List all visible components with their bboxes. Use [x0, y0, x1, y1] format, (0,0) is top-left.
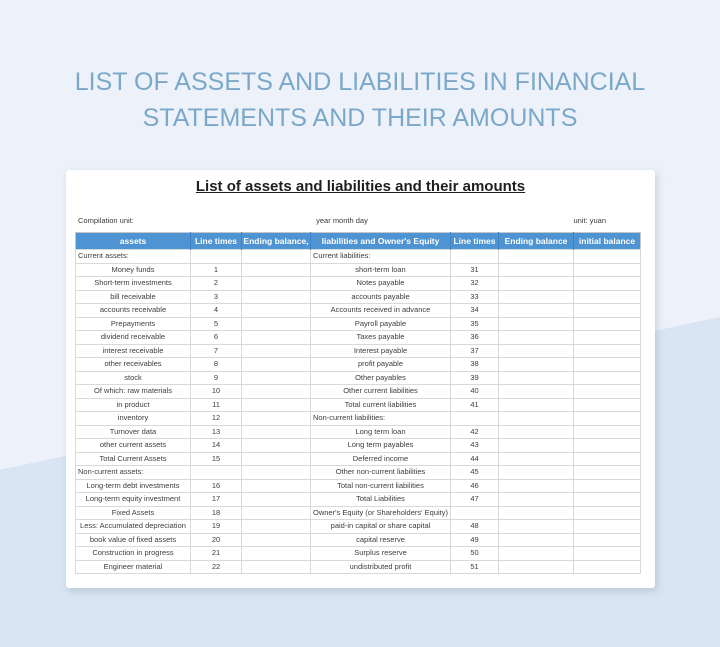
table-row [76, 520, 641, 534]
initial-balance-cell[interactable] [574, 439, 641, 453]
liability-ending-balance-cell[interactable] [499, 263, 574, 277]
initial-balance-cell[interactable] [574, 493, 641, 507]
column-header-line-times-liab: Line times [451, 233, 499, 250]
liability-label-cell[interactable]: profit payable [311, 358, 451, 372]
asset-line-number-cell[interactable]: 10 [191, 385, 242, 399]
liability-label-cell[interactable]: Surplus reserve [311, 547, 451, 561]
table-row [76, 250, 641, 264]
asset-label-cell[interactable]: accounts receivable [76, 304, 191, 318]
liability-label-cell[interactable]: Non-current liabilities: [311, 412, 451, 426]
asset-line-number-cell[interactable]: 14 [191, 439, 242, 453]
initial-balance-cell[interactable] [574, 412, 641, 426]
asset-ending-balance-cell[interactable] [242, 398, 311, 412]
asset-ending-balance-cell[interactable] [242, 344, 311, 358]
liability-line-number-cell[interactable]: 38 [451, 358, 499, 372]
asset-label-cell[interactable]: Engineer material [76, 560, 191, 574]
liability-label-cell[interactable]: Long term payables [311, 439, 451, 453]
liability-ending-balance-cell[interactable] [499, 493, 574, 507]
liability-ending-balance-cell[interactable] [499, 385, 574, 399]
asset-ending-balance-cell[interactable] [242, 533, 311, 547]
page-title: LIST OF ASSETS AND LIABILITIES IN FINANCIAL STATEMENTS AND THEIR AMOUNTS [74, 68, 646, 132]
asset-ending-balance-cell[interactable] [242, 358, 311, 372]
asset-line-number-cell[interactable] [191, 250, 242, 264]
liability-line-number-cell[interactable]: 46 [451, 479, 499, 493]
asset-ending-balance-cell[interactable] [242, 385, 311, 399]
asset-line-number-cell[interactable]: 19 [191, 520, 242, 534]
liability-label-cell[interactable]: Total non-current liabilities [311, 479, 451, 493]
asset-label-cell[interactable]: other current assets [76, 439, 191, 453]
table-row [76, 425, 641, 439]
table-row [76, 466, 641, 480]
asset-ending-balance-cell[interactable] [242, 317, 311, 331]
asset-ending-balance-cell[interactable] [242, 560, 311, 574]
column-header-ending-balance-assets: Ending balance, [242, 233, 311, 250]
table-row [76, 263, 641, 277]
asset-label-cell[interactable]: Current assets: [76, 250, 191, 264]
liability-line-number-cell[interactable]: 40 [451, 385, 499, 399]
table-row [76, 412, 641, 426]
liability-line-number-cell[interactable]: 39 [451, 371, 499, 385]
table-row [76, 452, 641, 466]
liability-line-number-cell[interactable]: 36 [451, 331, 499, 345]
balance-sheet-table [75, 232, 641, 574]
asset-line-number-cell[interactable]: 15 [191, 452, 242, 466]
initial-balance-cell[interactable] [574, 398, 641, 412]
table-row [76, 331, 641, 345]
liability-label-cell[interactable]: Accounts received in advance [311, 304, 451, 318]
table-row [76, 479, 641, 493]
initial-balance-cell[interactable] [574, 250, 641, 264]
liability-line-number-cell[interactable]: 42 [451, 425, 499, 439]
liability-ending-balance-cell[interactable] [499, 452, 574, 466]
asset-ending-balance-cell[interactable] [242, 412, 311, 426]
asset-label-cell[interactable]: stock [76, 371, 191, 385]
liability-ending-balance-cell[interactable] [499, 506, 574, 520]
asset-ending-balance-cell[interactable] [242, 466, 311, 480]
liability-label-cell[interactable]: Long term loan [311, 425, 451, 439]
asset-label-cell[interactable]: Long-term debt investments [76, 479, 191, 493]
asset-line-number-cell[interactable]: 12 [191, 412, 242, 426]
initial-balance-cell[interactable] [574, 358, 641, 372]
table-row [76, 533, 641, 547]
table-row [76, 344, 641, 358]
date-label: year month day [316, 216, 368, 225]
liability-ending-balance-cell[interactable] [499, 277, 574, 291]
asset-label-cell[interactable]: Less: Accumulated depreciation [76, 520, 191, 534]
liability-line-number-cell[interactable]: 31 [451, 263, 499, 277]
table-row [76, 398, 641, 412]
liability-label-cell[interactable]: paid-in capital or share capital [311, 520, 451, 534]
asset-label-cell[interactable]: Money funds [76, 263, 191, 277]
initial-balance-cell[interactable] [574, 277, 641, 291]
unit-label: unit: yuan [573, 216, 606, 225]
liability-ending-balance-cell[interactable] [499, 520, 574, 534]
liability-label-cell[interactable]: Other current liabilities [311, 385, 451, 399]
liability-ending-balance-cell[interactable] [499, 466, 574, 480]
initial-balance-cell[interactable] [574, 371, 641, 385]
asset-label-cell[interactable]: Of which: raw materials [76, 385, 191, 399]
table-row [76, 385, 641, 399]
liability-ending-balance-cell[interactable] [499, 547, 574, 561]
table-row [76, 304, 641, 318]
initial-balance-cell[interactable] [574, 331, 641, 345]
initial-balance-cell[interactable] [574, 520, 641, 534]
initial-balance-cell[interactable] [574, 290, 641, 304]
asset-ending-balance-cell[interactable] [242, 520, 311, 534]
sheet-meta-row [78, 216, 646, 225]
asset-ending-balance-cell[interactable] [242, 371, 311, 385]
liability-label-cell[interactable]: Current liabilities: [311, 250, 451, 264]
liability-ending-balance-cell[interactable] [499, 371, 574, 385]
liability-label-cell[interactable]: short-term loan [311, 263, 451, 277]
liability-label-cell[interactable]: Total current liabilities [311, 398, 451, 412]
liability-ending-balance-cell[interactable] [499, 412, 574, 426]
asset-ending-balance-cell[interactable] [242, 290, 311, 304]
asset-label-cell[interactable]: book value of fixed assets [76, 533, 191, 547]
initial-balance-cell[interactable] [574, 466, 641, 480]
initial-balance-cell[interactable] [574, 385, 641, 399]
asset-line-number-cell[interactable]: 21 [191, 547, 242, 561]
liability-label-cell[interactable]: Owner's Equity (or Shareholders' Equity) [311, 506, 451, 520]
asset-line-number-cell[interactable]: 3 [191, 290, 242, 304]
liability-label-cell[interactable]: accounts payable [311, 290, 451, 304]
header-row [76, 233, 641, 250]
liability-ending-balance-cell[interactable] [499, 358, 574, 372]
table-row [76, 371, 641, 385]
asset-line-number-cell[interactable]: 9 [191, 371, 242, 385]
asset-line-number-cell[interactable]: 13 [191, 425, 242, 439]
asset-ending-balance-cell[interactable] [242, 439, 311, 453]
spreadsheet-card [66, 170, 655, 588]
initial-balance-cell[interactable] [574, 560, 641, 574]
asset-label-cell[interactable]: Turnover data [76, 425, 191, 439]
initial-balance-cell[interactable] [574, 263, 641, 277]
initial-balance-cell[interactable] [574, 533, 641, 547]
initial-balance-cell[interactable] [574, 506, 641, 520]
table-row [76, 439, 641, 453]
asset-ending-balance-cell[interactable] [242, 263, 311, 277]
table-header [76, 233, 641, 250]
table-row [76, 277, 641, 291]
column-header-assets: assets [76, 233, 191, 250]
liability-label-cell[interactable]: Deferred income [311, 452, 451, 466]
asset-label-cell[interactable]: Non-current assets: [76, 466, 191, 480]
table-body [76, 250, 641, 574]
liability-label-cell[interactable]: Taxes payable [311, 331, 451, 345]
asset-label-cell[interactable]: Total Current Assets [76, 452, 191, 466]
asset-line-number-cell[interactable]: 7 [191, 344, 242, 358]
liability-line-number-cell[interactable]: 49 [451, 533, 499, 547]
column-header-liabilities-equity: liabilities and Owner's Equity [311, 233, 451, 250]
asset-label-cell[interactable]: bill receivable [76, 290, 191, 304]
asset-ending-balance-cell[interactable] [242, 304, 311, 318]
liability-ending-balance-cell[interactable] [499, 290, 574, 304]
liability-line-number-cell[interactable]: 44 [451, 452, 499, 466]
asset-label-cell[interactable]: Long-term equity investment [76, 493, 191, 507]
asset-line-number-cell[interactable]: 18 [191, 506, 242, 520]
initial-balance-cell[interactable] [574, 317, 641, 331]
table-row [76, 290, 641, 304]
asset-line-number-cell[interactable]: 11 [191, 398, 242, 412]
asset-ending-balance-cell[interactable] [242, 277, 311, 291]
initial-balance-cell[interactable] [574, 344, 641, 358]
asset-label-cell[interactable]: inventory [76, 412, 191, 426]
asset-label-cell[interactable]: interest receivable [76, 344, 191, 358]
asset-line-number-cell[interactable]: 4 [191, 304, 242, 318]
table-row [76, 506, 641, 520]
asset-line-number-cell[interactable]: 22 [191, 560, 242, 574]
initial-balance-cell[interactable] [574, 425, 641, 439]
liability-label-cell[interactable]: Total Liabilities [311, 493, 451, 507]
compilation-unit-label: Compilation unit: [78, 216, 134, 225]
liability-line-number-cell[interactable]: 50 [451, 547, 499, 561]
asset-line-number-cell[interactable]: 2 [191, 277, 242, 291]
liability-line-number-cell[interactable]: 41 [451, 398, 499, 412]
initial-balance-cell[interactable] [574, 479, 641, 493]
initial-balance-cell[interactable] [574, 304, 641, 318]
table-row [76, 493, 641, 507]
column-header-ending-balance-liab: Ending balance [499, 233, 574, 250]
asset-line-number-cell[interactable]: 6 [191, 331, 242, 345]
liability-label-cell[interactable]: Payroll payable [311, 317, 451, 331]
liability-line-number-cell[interactable]: 47 [451, 493, 499, 507]
liability-line-number-cell[interactable] [451, 506, 499, 520]
asset-ending-balance-cell[interactable] [242, 250, 311, 264]
liability-line-number-cell[interactable]: 43 [451, 439, 499, 453]
liability-line-number-cell[interactable]: 33 [451, 290, 499, 304]
table-row [76, 317, 641, 331]
asset-line-number-cell[interactable]: 20 [191, 533, 242, 547]
liability-line-number-cell[interactable]: 45 [451, 466, 499, 480]
asset-label-cell[interactable]: dividend receivable [76, 331, 191, 345]
liability-ending-balance-cell[interactable] [499, 479, 574, 493]
liability-ending-balance-cell[interactable] [499, 344, 574, 358]
initial-balance-cell[interactable] [574, 452, 641, 466]
liability-ending-balance-cell[interactable] [499, 560, 574, 574]
asset-ending-balance-cell[interactable] [242, 479, 311, 493]
table-row [76, 547, 641, 561]
liability-label-cell[interactable]: Other non-current liabilities [311, 466, 451, 480]
initial-balance-cell[interactable] [574, 547, 641, 561]
liability-ending-balance-cell[interactable] [499, 398, 574, 412]
sheet-title: List of assets and liabilities and their amounts [195, 178, 526, 195]
asset-ending-balance-cell[interactable] [242, 425, 311, 439]
asset-label-cell[interactable]: in product [76, 398, 191, 412]
liability-label-cell[interactable]: Other payables [311, 371, 451, 385]
liability-ending-balance-cell[interactable] [499, 439, 574, 453]
liability-line-number-cell[interactable] [451, 250, 499, 264]
asset-line-number-cell[interactable]: 5 [191, 317, 242, 331]
asset-ending-balance-cell[interactable] [242, 506, 311, 520]
asset-label-cell[interactable]: other receivables [76, 358, 191, 372]
asset-label-cell[interactable]: Prepayments [76, 317, 191, 331]
liability-line-number-cell[interactable] [451, 412, 499, 426]
liability-label-cell[interactable]: capital reserve [311, 533, 451, 547]
asset-line-number-cell[interactable]: 8 [191, 358, 242, 372]
table-row [76, 560, 641, 574]
liability-label-cell[interactable]: Interest payable [311, 344, 451, 358]
liability-line-number-cell[interactable]: 51 [451, 560, 499, 574]
liability-ending-balance-cell[interactable] [499, 304, 574, 318]
asset-label-cell[interactable]: Construction in progress [76, 547, 191, 561]
liability-label-cell[interactable]: Notes payable [311, 277, 451, 291]
liability-ending-balance-cell[interactable] [499, 331, 574, 345]
liability-label-cell[interactable]: undistributed profit [311, 560, 451, 574]
liability-ending-balance-cell[interactable] [499, 533, 574, 547]
liability-line-number-cell[interactable]: 35 [451, 317, 499, 331]
asset-label-cell[interactable]: Fixed Assets [76, 506, 191, 520]
asset-ending-balance-cell[interactable] [242, 547, 311, 561]
liability-line-number-cell[interactable]: 34 [451, 304, 499, 318]
liability-line-number-cell[interactable]: 37 [451, 344, 499, 358]
liability-ending-balance-cell[interactable] [499, 250, 574, 264]
asset-line-number-cell[interactable] [191, 466, 242, 480]
asset-ending-balance-cell[interactable] [242, 452, 311, 466]
asset-label-cell[interactable]: Short-term investments [76, 277, 191, 291]
liability-ending-balance-cell[interactable] [499, 425, 574, 439]
asset-line-number-cell[interactable]: 1 [191, 263, 242, 277]
column-header-initial-balance: initial balance [574, 233, 641, 250]
asset-line-number-cell[interactable]: 16 [191, 479, 242, 493]
asset-ending-balance-cell[interactable] [242, 331, 311, 345]
column-header-line-times-assets: Line times [191, 233, 242, 250]
liability-line-number-cell[interactable]: 48 [451, 520, 499, 534]
liability-line-number-cell[interactable]: 32 [451, 277, 499, 291]
liability-ending-balance-cell[interactable] [499, 317, 574, 331]
asset-ending-balance-cell[interactable] [242, 493, 311, 507]
asset-line-number-cell[interactable]: 17 [191, 493, 242, 507]
table-row [76, 358, 641, 372]
